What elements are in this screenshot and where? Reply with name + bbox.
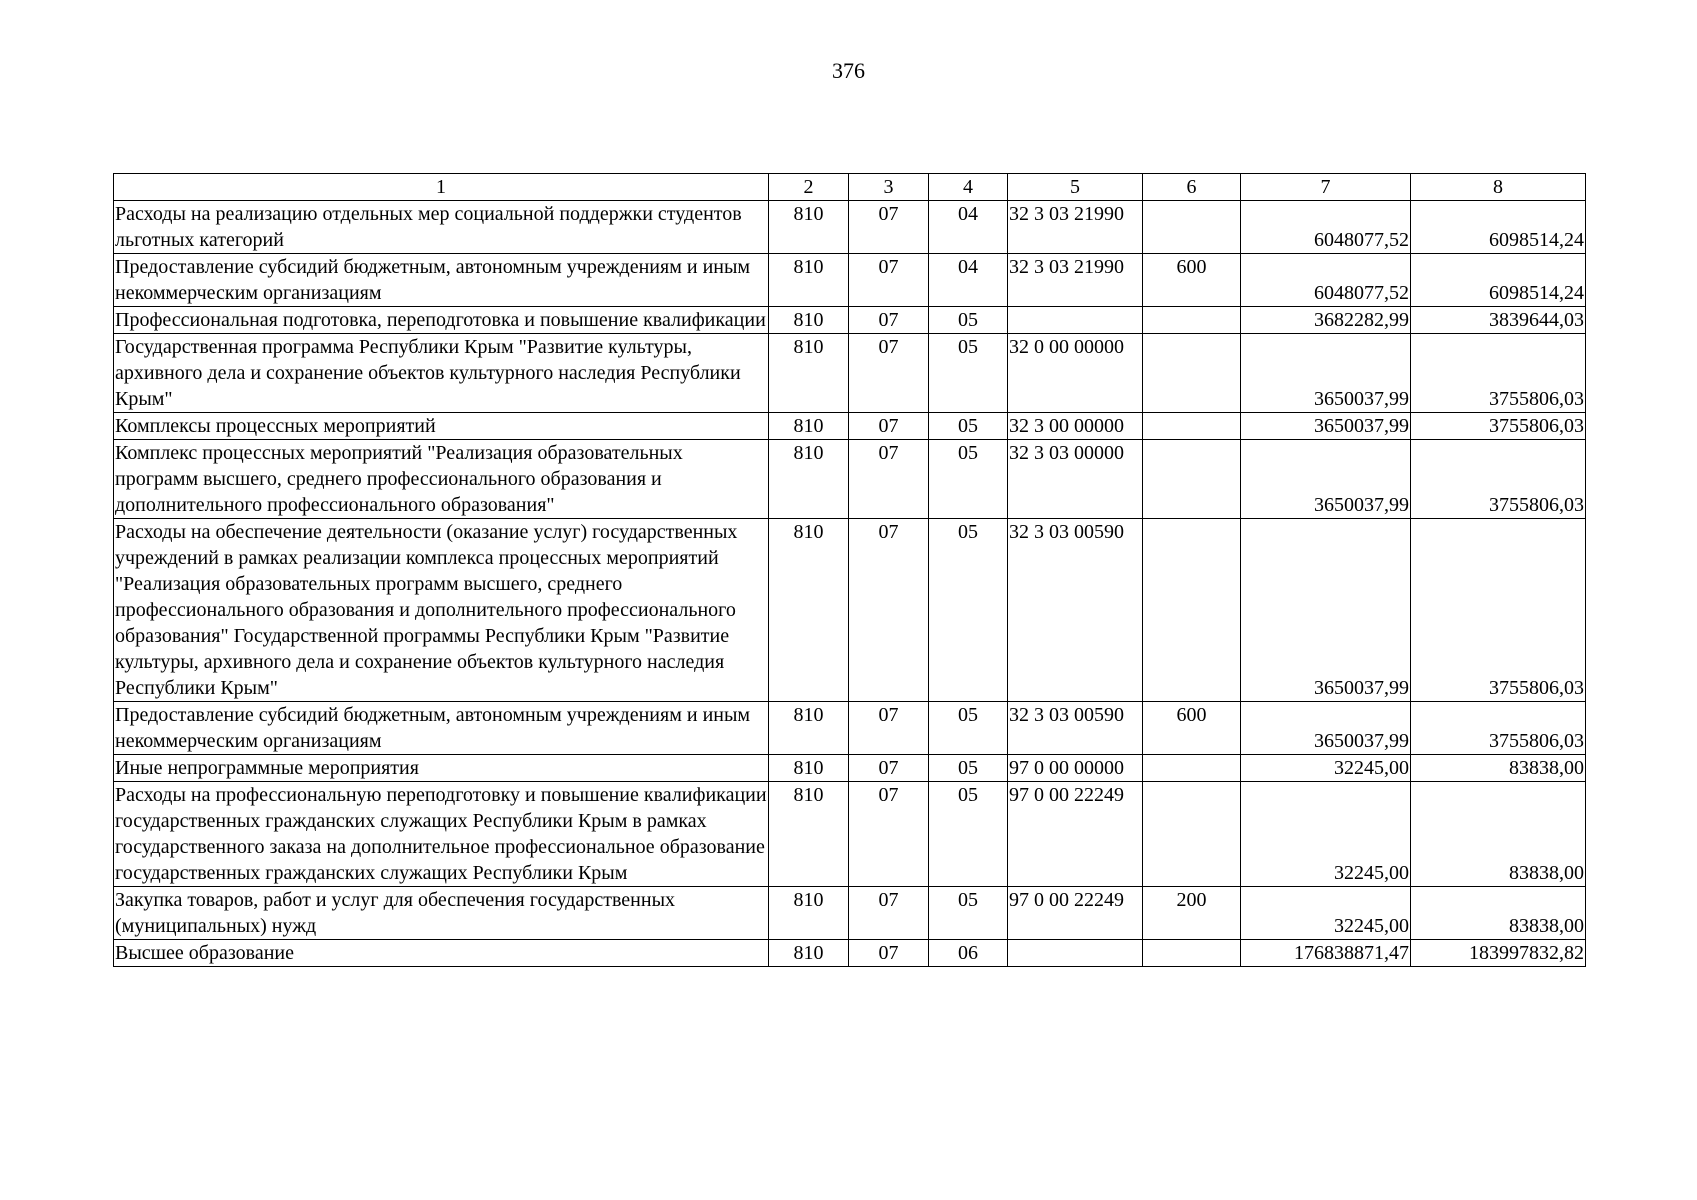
amount-col8-cell: 83838,00 [1411,887,1586,940]
table-row [114,440,1586,519]
column-header: 8 [1411,174,1586,201]
column-header: 5 [1008,174,1143,201]
ministry-code-cell: 810 [769,519,849,702]
subsection-code-cell: 05 [929,307,1008,334]
subsection-code-cell: 05 [929,413,1008,440]
table-row [114,519,1586,702]
row-name-cell: Закупка товаров, работ и услуг для обеспечения государственных (муниципальных) нужд [114,887,769,940]
row-name-cell: Предоставление субсидий бюджетным, автономным учреждениям и иным некоммерческим организациям [114,702,769,755]
expense-type-cell [1143,782,1241,887]
target-article-cell [1008,307,1143,334]
ministry-code-cell: 810 [769,440,849,519]
amount-col7-cell: 6048077,52 [1241,254,1411,307]
target-article-cell: 32 0 00 00000 [1008,334,1143,413]
section-code-cell: 07 [849,519,929,702]
subsection-code-cell: 04 [929,201,1008,254]
row-name-cell: Высшее образование [114,940,769,967]
table-row [114,755,1586,782]
ministry-code-cell: 810 [769,702,849,755]
table-row [114,334,1586,413]
column-header: 2 [769,174,849,201]
amount-col8-cell: 3755806,03 [1411,413,1586,440]
column-header: 4 [929,174,1008,201]
section-code-cell: 07 [849,334,929,413]
ministry-code-cell: 810 [769,201,849,254]
target-article-cell: 32 3 03 00590 [1008,702,1143,755]
ministry-code-cell: 810 [769,782,849,887]
amount-col8-cell: 83838,00 [1411,782,1586,887]
expense-type-cell [1143,307,1241,334]
expense-type-cell: 200 [1143,887,1241,940]
table-row [114,201,1586,254]
ministry-code-cell: 810 [769,887,849,940]
row-name-cell: Расходы на реализацию отдельных мер социальной поддержки студентов льготных категорий [114,201,769,254]
expense-type-cell [1143,940,1241,967]
column-header: 6 [1143,174,1241,201]
amount-col7-cell: 32245,00 [1241,755,1411,782]
section-code-cell: 07 [849,755,929,782]
row-name-cell: Профессиональная подготовка, переподготовка и повышение квалификации [114,307,769,334]
section-code-cell: 07 [849,413,929,440]
table-header-row [114,174,1586,201]
ministry-code-cell: 810 [769,755,849,782]
amount-col8-cell: 83838,00 [1411,755,1586,782]
subsection-code-cell: 05 [929,702,1008,755]
section-code-cell: 07 [849,887,929,940]
table-row [114,940,1586,967]
expense-type-cell: 600 [1143,254,1241,307]
row-name-cell: Предоставление субсидий бюджетным, автономным учреждениям и иным некоммерческим организациям [114,254,769,307]
amount-col7-cell: 3650037,99 [1241,440,1411,519]
row-name-cell: Расходы на профессиональную переподготовку и повышение квалификации государственных гражданских служащих Республики Крым в рамках государственного заказа на дополнительное профессиональное образование государственных гражданских служащих Республики Крым [114,782,769,887]
column-header: 3 [849,174,929,201]
expense-type-cell [1143,201,1241,254]
amount-col8-cell: 3839644,03 [1411,307,1586,334]
ministry-code-cell: 810 [769,940,849,967]
section-code-cell: 07 [849,702,929,755]
ministry-code-cell: 810 [769,334,849,413]
subsection-code-cell: 06 [929,940,1008,967]
amount-col7-cell: 3650037,99 [1241,702,1411,755]
expense-type-cell [1143,519,1241,702]
target-article-cell: 97 0 00 22249 [1008,782,1143,887]
subsection-code-cell: 05 [929,519,1008,702]
amount-col7-cell: 3650037,99 [1241,519,1411,702]
table-row [114,887,1586,940]
subsection-code-cell: 05 [929,887,1008,940]
ministry-code-cell: 810 [769,254,849,307]
amount-col7-cell: 3682282,99 [1241,307,1411,334]
ministry-code-cell: 810 [769,413,849,440]
table-row [114,307,1586,334]
target-article-cell: 97 0 00 22249 [1008,887,1143,940]
section-code-cell: 07 [849,440,929,519]
amount-col7-cell: 3650037,99 [1241,413,1411,440]
expense-type-cell [1143,440,1241,519]
target-article-cell: 32 3 03 21990 [1008,254,1143,307]
subsection-code-cell: 05 [929,782,1008,887]
row-name-cell: Иные непрограммные мероприятия [114,755,769,782]
expense-type-cell [1143,334,1241,413]
amount-col8-cell: 183997832,82 [1411,940,1586,967]
section-code-cell: 07 [849,782,929,887]
subsection-code-cell: 04 [929,254,1008,307]
target-article-cell: 97 0 00 00000 [1008,755,1143,782]
section-code-cell: 07 [849,201,929,254]
subsection-code-cell: 05 [929,440,1008,519]
row-name-cell: Государственная программа Республики Крым "Развитие культуры, архивного дела и сохранение объектов культурного наследия Республики Крым" [114,334,769,413]
target-article-cell: 32 3 03 00590 [1008,519,1143,702]
target-article-cell [1008,940,1143,967]
table-row [114,413,1586,440]
target-article-cell: 32 3 00 00000 [1008,413,1143,440]
amount-col8-cell: 6098514,24 [1411,201,1586,254]
column-header: 7 [1241,174,1411,201]
budget-table [113,173,1586,967]
amount-col7-cell: 6048077,52 [1241,201,1411,254]
expense-type-cell [1143,755,1241,782]
page-number: 376 [832,58,865,83]
amount-col8-cell: 3755806,03 [1411,519,1586,702]
expense-type-cell [1143,413,1241,440]
target-article-cell: 32 3 03 21990 [1008,201,1143,254]
amount-col7-cell: 32245,00 [1241,782,1411,887]
amount-col8-cell: 6098514,24 [1411,254,1586,307]
table-row [114,702,1586,755]
amount-col8-cell: 3755806,03 [1411,440,1586,519]
column-header: 1 [114,174,769,201]
amount-col8-cell: 3755806,03 [1411,702,1586,755]
amount-col8-cell: 3755806,03 [1411,334,1586,413]
table-row [114,254,1586,307]
amount-col7-cell: 176838871,47 [1241,940,1411,967]
section-code-cell: 07 [849,307,929,334]
ministry-code-cell: 810 [769,307,849,334]
row-name-cell: Расходы на обеспечение деятельности (оказание услуг) государственных учреждений в рамках реализации комплекса процессных мероприятий "Реализация образовательных программ высшего, среднего профессионального образования и дополнительного профессионального образования" Государственной программы Республики Крым "Развитие культуры, архивного дела и сохранение объектов культурного наследия Республики Крым" [114,519,769,702]
subsection-code-cell: 05 [929,334,1008,413]
expense-type-cell: 600 [1143,702,1241,755]
section-code-cell: 07 [849,254,929,307]
table-row [114,782,1586,887]
subsection-code-cell: 05 [929,755,1008,782]
amount-col7-cell: 32245,00 [1241,887,1411,940]
target-article-cell: 32 3 03 00000 [1008,440,1143,519]
section-code-cell: 07 [849,940,929,967]
row-name-cell: Комплекс процессных мероприятий "Реализация образовательных программ высшего, среднего профессионального образования и дополнительного профессионального образования" [114,440,769,519]
row-name-cell: Комплексы процессных мероприятий [114,413,769,440]
amount-col7-cell: 3650037,99 [1241,334,1411,413]
